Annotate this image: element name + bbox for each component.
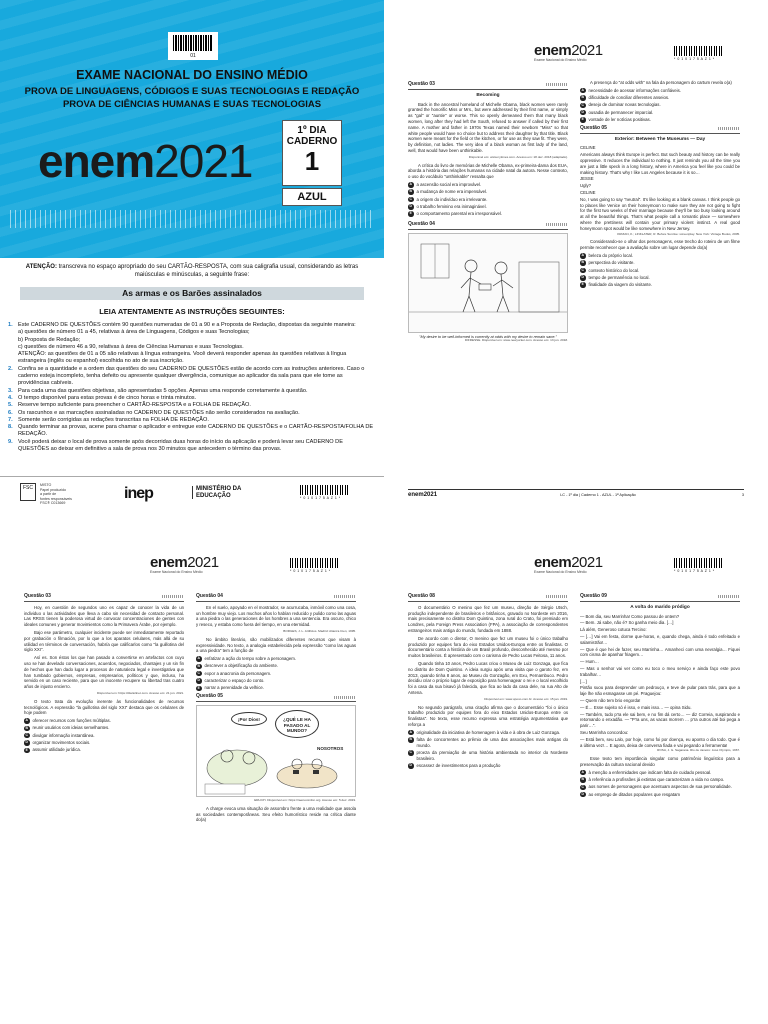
- option-letter-icon: B: [197, 663, 200, 668]
- option-letter-icon: C: [409, 750, 412, 755]
- fsc-text-line: fontes responsáveis: [40, 496, 72, 501]
- option-text: divulgar informação instantânea.: [32, 732, 95, 738]
- header-enem-logo: enem2021: [150, 554, 219, 571]
- answer-option: [408, 197, 568, 203]
- exam-subtitle-2: PROVA DE CIÊNCIAS HUMANAS E SUAS TECNOLOGIAS: [62, 99, 322, 110]
- answer-option: [196, 663, 356, 669]
- question-marker-icon: [546, 595, 568, 598]
- option-letter-icon: A: [581, 87, 584, 92]
- paragraph: De acordo com o diretor, O menino que fez um museu foi o único trabalho produzido por equipes fora do eixo Estados Unidos-Europa entre os finalistas. O documentário conta a história de um Brasil profundo, desconhecido até mesmo por muitos brasileiros. É apresentado com o carisma de Pedro Lucas Feitosa, 11 anos.: [408, 635, 568, 659]
- option-letter-icon: D: [197, 678, 200, 683]
- question-paragraphs: [24, 605, 184, 690]
- answer-option: [580, 777, 740, 783]
- cover-footer: [0, 476, 384, 512]
- option-text: beleza do próprio local.: [588, 252, 633, 258]
- option-text: o trabalho feminino era inimaginável.: [416, 203, 487, 209]
- header-enem-logo: enem2021: [534, 42, 603, 59]
- script-lines: [580, 145, 740, 231]
- question-prompt: O texto trata da evolução inerente às funcionalidades de recursos tecnológicos. A expressão "la guillotina del siglo XXI" destaca que os celulares de hoje podem: [24, 698, 184, 716]
- answer-option: [408, 189, 568, 195]
- options-list: [196, 656, 356, 691]
- instruction-number: [8, 344, 18, 351]
- instruction-number: 1.: [8, 322, 13, 328]
- option-text: oferecer recursos com funções múltiplas.: [32, 718, 111, 724]
- source-note: Disponível em: www.opovo.com.br. Acesso em: 15 jan. 2019.: [484, 696, 568, 701]
- instruction-text: Os rascunhos e as marcações assinaladas no CADERNO DE QUESTÕES não serão considerados na avaliação.: [18, 409, 300, 416]
- source-note: Disponível em: www.nytimes.com. Acesso em: 18 dez. 2018 (adaptado).: [468, 154, 568, 159]
- answer-option: [408, 204, 568, 210]
- option-letter-icon: A: [581, 253, 584, 258]
- option-text: tempo de permanência no local.: [588, 274, 650, 280]
- option-text: ousadia de permanecer imparcial.: [588, 109, 654, 115]
- instruction-item: [8, 402, 374, 409]
- option-letter-icon: A: [581, 769, 584, 774]
- option-text: ao emprego de ditados populares que resgatam: [588, 791, 680, 797]
- answer-option: [196, 671, 356, 677]
- answer-option: [580, 95, 740, 101]
- option-text: enfatizar a ação do tempo sobre a personagem.: [204, 656, 296, 662]
- option-letter-icon: E: [25, 747, 28, 752]
- instructions-heading: LEIA ATENTAMENTE AS INSTRUÇÕES SEGUINTES:: [99, 307, 285, 316]
- option-letter-icon: B: [25, 725, 28, 730]
- options-list: [24, 718, 184, 753]
- barcode-number: 01: [190, 53, 196, 59]
- instruction-number: 7.: [8, 416, 13, 423]
- fsc-text-line: Papel produzido: [40, 487, 66, 492]
- option-letter-icon: E: [409, 211, 412, 216]
- text-line: No, I was going to say "neutral". It's like looking at a blank canvas. I think people go to places like Venice on their honeymoon to make sure they are not going to fight for the first two weeks of their marriage because they'll be too busy looking around at all the beautiful things. That's what people call a romantic place — somewhere where the prettiness will contain your primary violent instinct. A real good honeymoon spot would be like somewhere in New Jersey.: [580, 196, 740, 231]
- instruction-text: Este CADERNO DE QUESTÕES contém 90 questões numeradas de 01 a 90 e a Proposta de Redação, dispostas da seguinte maneira:: [18, 322, 356, 328]
- text-line: JESSE: [580, 176, 594, 182]
- cover-page: [0, 0, 384, 512]
- instruction-item: [8, 329, 374, 336]
- option-text: descrever a objetificação do ambiente.: [204, 663, 279, 669]
- question-text: Back in the ancestral homeland of Michelle Obama, black women were rarely granted the honorific Miss or Mrs., but were addressed by their first name, or simply as "gal" or "auntie" or worse. This so openly demeaned them that many black women, long after they had left the South, refused to answer if called by their first name. A mother and father in 1970s Texas named their newborn "Miss" so that white people would have no choice but to address their daughter by that title. Black women were meant for the field or the kitchen, or for use as they saw fit. They were, by definition, not ladies. The very idea of a black woman as first lady of the land, well, that would have been unthinkable.: [408, 101, 568, 153]
- page-portuguese: [384, 512, 768, 1024]
- option-text: narrar a perenidade da velhice.: [204, 685, 264, 691]
- option-text: reunir usuários com ideias semelhantes.: [32, 725, 110, 731]
- exam-subtitle-1: PROVA DE LINGUAGENS, CÓDIGOS E SUAS TECNOLOGIAS E REDAÇÃO: [24, 86, 360, 97]
- answer-option: [24, 718, 184, 724]
- right-column: [196, 592, 356, 825]
- header-subtitle: Exame Nacional do Ensino Médio: [150, 570, 203, 574]
- option-letter-icon: C: [581, 784, 584, 789]
- option-letter-icon: B: [409, 737, 412, 742]
- option-letter-icon: B: [581, 777, 584, 782]
- option-letter-icon: A: [409, 729, 412, 734]
- option-text: falta de concorrentes ao prêmio de uma das associações mais antigas do mundo.: [416, 737, 568, 748]
- option-letter-icon: A: [25, 718, 28, 723]
- answer-option: [408, 737, 568, 749]
- answer-option: [580, 268, 740, 274]
- question-marker-icon: [334, 595, 356, 598]
- question-header: Questão 04: [196, 594, 356, 602]
- instruction-number: 2.: [8, 365, 13, 372]
- instruction-item: [8, 439, 374, 454]
- text-line: — Quem não tem brio engorda!: [580, 697, 641, 703]
- header-subtitle: Exame Nacional do Ensino Médio: [534, 570, 587, 574]
- answer-option: [580, 792, 740, 798]
- text-line: — […] Vai em festa, dorme que-horas, e, quando chega, ainda é todo enfeitado e salamistrão!…: [580, 633, 740, 645]
- option-letter-icon: D: [581, 109, 584, 114]
- question-header: Questão 04: [408, 222, 568, 230]
- instruction-text: Somente serão corrigidas as redações transcritas na FOLHA DE REDAÇÃO.: [18, 416, 209, 423]
- option-letter-icon: A: [197, 656, 200, 661]
- paragraph: Así es. Son éstos los que han pasado a convertirse en artefactos con cuyo uso se han develado conversaciones, acuerdos, negociados, chantajes y un sin fin de hechos que han dado lugar a procesos de naturaleza legal e investigativa que han tumbado gobiernos, empresas, empresarios, políticos y que, incluso, ha servido en un caso reciente, para que un inocente recupere su libertad tras cuatro años de injusto encierro.: [24, 655, 184, 690]
- text-line: Pintão suou para desprender um pedrouço, e teve de pular para trás, para que a laje lhe não esmagasse um pé. Praguejou:: [580, 685, 740, 697]
- option-letter-icon: B: [581, 95, 584, 100]
- paragraph: Hoy, en cuestión de segundos uno es capaz de conocer la vida de un individuo o las actividades que lleva a cabo sin necesidad de contacto personal. Las RRSS tienen la poderosa virtud de convocar concentraciones de gentes con ideales comunes y generar movimientos como la Primavera Árabe, por ejemplo.: [24, 604, 184, 628]
- question-prompt: No âmbito literário, são mobilizados diferentes recursos que visam à expressividade. No texto, a analogia estabelecida pela expressão "como las aguas a una piedra" tem a função de: [196, 636, 356, 654]
- option-letter-icon: E: [581, 117, 584, 122]
- answer-option: [408, 750, 568, 762]
- options-list: [580, 88, 740, 123]
- enem-logo: enem2021: [38, 135, 253, 187]
- option-letter-icon: E: [581, 282, 584, 287]
- question-header: Questão 05: [196, 694, 356, 702]
- answer-option: [196, 656, 356, 662]
- option-letter-icon: D: [409, 204, 412, 209]
- header-barcode-number: * 0 1 0 1 7 5 A Z 1 *: [674, 569, 715, 573]
- question-header: Questão 03: [408, 82, 568, 90]
- instruction-text: O tempo disponível para estas provas é de cinco horas e trinta minutos.: [18, 394, 197, 401]
- text-line: Lá além, Generoso cotuca Tercino:: [580, 627, 647, 633]
- text-line: CELINE: [580, 189, 596, 195]
- instruction-text: a) questões de número 01 a 45, relativas à área de Linguagens, Códigos e suas Tecnologias;: [18, 329, 250, 336]
- instruction-number: 6.: [8, 409, 13, 416]
- inep-logo: inep: [124, 485, 153, 502]
- speech-bubble-1: ¡Por Dios!: [231, 712, 267, 726]
- option-letter-icon: C: [409, 196, 412, 201]
- text-line: — Está bem, seu Lalo, por hoje, como foi por doença, eu aponto o dia todo. Que é a última vez!… E agora, deixa de conversa fiada e vai pegando a ferramenta!: [580, 736, 740, 748]
- option-letter-icon: D: [581, 791, 584, 796]
- fsc-logo: FSC: [20, 483, 36, 501]
- options-list: [408, 730, 568, 769]
- question-prompt: No segundo parágrafo, uma citação afirma que o documentário "foi o único trabalho produzido por equipes fora do eixo Estados Unidos-Europa entre os finalistas". No texto, esse recurso expressa uma estratégia argumentativa que reforça a: [408, 704, 568, 727]
- option-text: à menção a enfermidades que indicam falta de cuidado pessoal.: [588, 769, 712, 775]
- option-text: desejo de dominar novas tecnologias.: [588, 102, 661, 108]
- left-column: [408, 80, 568, 346]
- instruction-number: 4.: [8, 394, 13, 401]
- source-note: DIFRESSE. Disponível em: www.newyorker.com. Acesso em: 13 jun. 2018.: [464, 338, 568, 343]
- option-letter-icon: D: [409, 763, 412, 768]
- answer-option: [580, 102, 740, 108]
- footer-center-text: LC - 1º dia | Caderno 1 - AZUL - 1ª Aplicação: [560, 493, 636, 497]
- answer-option: [580, 117, 740, 123]
- instruction-text: Quando terminar as provas, acene para chamar o aplicador e entregue este CADERNO DE QUESTÕES e o CARTÃO-RESPOSTA/FOLHA DE REDAÇÃO.: [18, 424, 374, 438]
- instruction-number: 3.: [8, 387, 13, 394]
- option-text: necessidade de acessar informações confiáveis.: [588, 87, 681, 93]
- source-note: ERLICH. Disponível em: https://raerucoinfon.org. Acesso em: 5 dez. 2019.: [254, 797, 356, 802]
- question-prompt: A crítica do livro de memórias de Michelle Obama, ex-primeira-dama dos EUA, aborda a história das relações humanas na cidade natal da autora. Nesse contexto, o uso do vocábulo "unthinkable" ressalta que: [408, 162, 568, 180]
- answer-option: [24, 733, 184, 739]
- option-text: caracterizar o espaço do conto.: [204, 678, 265, 684]
- options-list: [408, 182, 568, 217]
- footer-logo: enem2021: [408, 492, 438, 498]
- option-letter-icon: D: [581, 275, 584, 279]
- right-column: [580, 592, 740, 799]
- option-text: organizar movimentos sociais.: [32, 740, 91, 746]
- charge-tag: NOSOTROS: [317, 745, 344, 751]
- answer-grid-strip: [10, 210, 374, 228]
- answer-option: [24, 740, 184, 746]
- question-prompt: A presença do "at odds with" na fala da personagem do cartum revela o(a): [590, 80, 732, 85]
- question-title: A volta do marido pródigo: [630, 604, 690, 610]
- option-letter-icon: C: [581, 267, 584, 272]
- instruction-number: 5.: [8, 402, 13, 409]
- text-line: — Também, tudo p'ra ele sai bem, e no fim dá certo… — diz Correia, suspirando e retomando o enxadão. — "P'ra uns, as vacas morrem … p'ra outros até boi pega a parir…".: [580, 711, 740, 729]
- fsc-text-line: FSC® C013669: [40, 501, 66, 506]
- answer-option: [408, 211, 568, 217]
- answer-option: [580, 275, 740, 281]
- question-paragraphs: [408, 605, 568, 696]
- phrase-to-copy: As armas e os Barões assinalados: [20, 287, 364, 300]
- ministry-logo: MINISTÉRIO DA EDUCAÇÃO: [192, 486, 241, 499]
- question-title: Becoming: [476, 92, 500, 98]
- question-marker-icon: [334, 696, 356, 699]
- text-line: CELINE: [580, 145, 596, 151]
- header-barcode: [674, 558, 724, 568]
- instruction-text: c) questões de número 46 a 90, relativas à área de Ciências Humanas e suas Tecnologias.: [18, 343, 244, 350]
- fsc-text: [40, 483, 72, 506]
- instruction-item: [8, 351, 374, 366]
- page-footer: [408, 489, 744, 499]
- page-spanish: [0, 512, 384, 1024]
- answer-option: [408, 182, 568, 188]
- instruction-number: 9.: [8, 438, 13, 445]
- instruction-text: Confira se a quantidade e a ordem das questões do seu CADERNO DE QUESTÕES estão de acordo com as instruções anteriores. Caso o caderno esteja incompleto, tenha defeito ou apresente qualquer divergência, comunique ao aplicador da sala para que ele tome as providências cabíveis.: [18, 365, 365, 387]
- instructions-list: [8, 322, 374, 453]
- header-barcode-number: * 0 1 0 1 7 5 A Z 1 *: [674, 57, 715, 61]
- instruction-number: [8, 337, 18, 344]
- header-enem-logo: enem2021: [534, 554, 603, 571]
- option-text: dificuldade de conciliar diferentes anseios.: [588, 95, 670, 101]
- option-text: finalidade da viagem do visitante.: [588, 282, 653, 288]
- barcode-bars: [173, 35, 213, 51]
- paragraph: Bajo ese parámetro, cualquier incidente puede ser inmediatamente reportado por grabación o filmación, por lo que a los aparatos celulares, más allá de su utilidad en términos de conversación, habría que calificarlos como "la guillotina del siglo XXI".: [24, 629, 184, 653]
- footer-barcode: [300, 485, 350, 495]
- answer-option: [408, 763, 568, 769]
- question-marker-icon: [718, 127, 740, 130]
- text-line: — Hum…: [580, 659, 599, 665]
- option-text: escassez de investimentos para a produção: [416, 763, 501, 769]
- text-line: — É… Esse sujeito só é isso, e mais isso… — opina Sidu.: [580, 704, 692, 710]
- source-note: Disponível em: https://diariolinet.com. Acesso em: 21 jun. 2021.: [96, 690, 184, 695]
- question-prompt: Considerando-se o olhar dos personagens, esse trecho do roteiro de um filme permite reconhecer que a avaliação sobre um lugar depende do(a): [580, 239, 740, 251]
- cartoon-image: [408, 233, 568, 333]
- question-marker-icon: [162, 595, 184, 598]
- header-barcode: [674, 46, 724, 56]
- cover-barcode: [168, 32, 218, 60]
- answer-option: [580, 784, 740, 790]
- instruction-text: Reserve tempo suficiente para preencher o CARTÃO-RESPOSTA e a FOLHA DE REDAÇÃO.: [18, 402, 251, 409]
- page-number: 3: [741, 493, 744, 497]
- answer-option: [24, 725, 184, 731]
- instruction-item: [8, 424, 374, 439]
- question-marker-icon: [718, 595, 740, 598]
- text-line: Americans always think Europe is perfect. But such beauty and history can be really oppressive. It reduces the individual to nothing. It just reminds you all the time you are just a little speck in a long history, where in America you feel like you could be making history. That's why I like Los Angeles because it is so…: [580, 152, 740, 175]
- answer-option: [24, 747, 184, 753]
- instruction-item: [8, 410, 374, 417]
- speech-bubble-2: ¿QUÉ LE HA PASADO AL MUNDO?: [275, 710, 319, 738]
- option-letter-icon: D: [25, 740, 28, 745]
- option-text: originalidade da iniciativa de homenagem à vida e à obra de Luiz Gonzaga.: [416, 729, 561, 735]
- question-marker-icon: [546, 83, 568, 86]
- option-letter-icon: B: [581, 260, 584, 265]
- option-letter-icon: E: [197, 685, 200, 690]
- question-text: En el suelo, apoyado en el mostrador, se acurrucaba, inmóvil como una cosa, un hombre muy viejo. Los muchos años lo habían reducido y pulido como las aguas a una piedra o las generaciones de los hombres a una sentencia. Era oscuro, chico y reseco, y estaba como fuera del tiempo, en una eternidad.: [196, 604, 356, 628]
- question-title: Exterior: Between The Museums — Day: [614, 136, 706, 142]
- header-barcode-number: * 0 1 0 1 7 5 A Z 1 *: [290, 569, 331, 573]
- option-letter-icon: C: [581, 102, 584, 107]
- text-line: — Bom dia, seu Marrinha! Como passou de ontem?: [580, 613, 680, 619]
- option-text: assumir utilidade jurídica.: [32, 747, 81, 753]
- story-lines: [580, 614, 740, 749]
- source-note: KRIZAN, K.; LINKLATER, R. Before Sunrise: screenplay. New York: Vintage Books, 2005.: [617, 231, 740, 236]
- instruction-number: 8.: [8, 424, 13, 431]
- option-text: a mudança de nome era impensável.: [416, 189, 488, 195]
- instruction-number: [8, 329, 18, 336]
- instruction-text: Você poderá deixar o local de prova somente após decorridas duas horas do início da aplicação e poderá levar seu CADERNO DE QUESTÕES ao deixar em definitivo a sala de prova nos 30 minutos que antecedem o término das provas.: [18, 438, 343, 453]
- option-letter-icon: A: [409, 182, 412, 187]
- answer-option: [580, 253, 740, 259]
- fsc-text-line: MISTO: [40, 483, 52, 487]
- booklet-number: 1: [304, 146, 320, 176]
- answer-option: [580, 110, 740, 116]
- charge-image: [196, 705, 356, 797]
- question-header: Questão 03: [24, 594, 184, 602]
- answer-option: [196, 685, 356, 691]
- cartoon-drawing: [409, 234, 568, 333]
- option-text: proeza da premiação de uma história ambientada no interior do Nordeste brasileiro.: [416, 750, 568, 761]
- footer-barcode-number: * 0 1 0 1 7 5 A Z 1 *: [300, 496, 341, 500]
- answer-option: [580, 282, 740, 288]
- answer-option: [580, 260, 740, 266]
- fsc-text-line: a partir de: [40, 492, 57, 497]
- text-line: — Mas o senhor vai ver como eu toco o meu serviço e ainda faço este povo trabalhar…: [580, 665, 740, 677]
- booklet-label: CADERNO: [286, 136, 338, 147]
- options-list: [580, 770, 740, 798]
- paragraph: O documentário O menino que fez um museu, direção de Sérgio Utsch, produção independente de brasileiros e britânicos, gravado no Nordeste em 2016, mais precisamente no distrito Dom Quintino, zona rural do Crato, foi premiado em Londres, pela Foreign Press Association (FPA), a associação de correspondentes estrangeiros mais antiga do mundo, fundada em 1888.: [408, 604, 568, 633]
- option-text: a ascensão social era improvável.: [416, 181, 482, 187]
- option-letter-icon: C: [25, 732, 28, 737]
- left-column: [408, 592, 568, 771]
- options-list: [580, 253, 740, 288]
- instruction-number: [8, 351, 18, 366]
- option-text: a origem do indivíduo era irrelevante.: [416, 196, 488, 202]
- option-text: expor a anacronia da personagem.: [204, 670, 272, 676]
- text-line: […]: [580, 678, 587, 684]
- instruction-item: [8, 366, 374, 388]
- paragraph: Quando tinha 10 anos, Pedro Lucas criou o Museu de Luiz Gonzaga, que fica no distrito de Dom Quintino. A ideia surgiu após uma visita que o garoto fez, em 2013, quando tinha 8 anos, ao Museu do Gonzagão, em Exu, Pernambuco. Pedro decidiu criar o próprio lugar de exposição para homenagear o rei e o local escolhido foi a casa da sua bisavó já falecida, que fica ao lado da casa dele, na rua Alto de Antena.: [408, 660, 568, 695]
- question-prompt: Esse texto tem importância singular como patrimônio linguístico para a preservação da cultura nacional devido: [580, 756, 740, 767]
- header-subtitle: Exame Nacional do Ensino Médio: [534, 58, 587, 62]
- question-prompt: A charge evoca uma situação de assombro frente a uma realidade que assola as sociedades contemporâneas. Seu efeito humorístico reside na crítica diante do(a): [196, 805, 356, 823]
- instruction-item: [8, 337, 374, 344]
- question-header: Questão 09: [580, 594, 740, 602]
- text-line: — Bem. Já sabe, não é? So ganha meio dia. […]: [580, 620, 674, 626]
- instruction-text: ATENÇÃO: as questões de 01 a 05 são relativas à língua estrangeira. Você deverá responder apenas às questões relativas à língua estrangeira (inglês ou espanhol) escolhida no ato de sua inscrição.: [18, 351, 347, 365]
- exam-title: EXAME NACIONAL DO ENSINO MÉDIO: [76, 68, 308, 82]
- booklet-color: AZUL: [282, 188, 342, 206]
- instruction-text: b) Proposta de Redação;: [18, 336, 81, 343]
- option-letter-icon: C: [197, 670, 200, 675]
- instruction-item: [8, 388, 374, 395]
- page-english: [384, 0, 768, 512]
- option-text: aos nomes de personagens que acentuam aspectos de sua personalidade.: [588, 784, 732, 790]
- answer-option: [580, 770, 740, 776]
- option-text: à referência a profissões já extintas que caracterizam a vida no campo.: [588, 777, 725, 783]
- option-text: vontade de ler notícias positivas.: [588, 116, 651, 122]
- source-note: BORGES, J. L. Artificios. Madrid: Alianza Cien, 1995.: [283, 628, 356, 633]
- answer-option: [196, 678, 356, 684]
- question-header: Questão 05: [580, 126, 740, 134]
- day-box: [282, 120, 342, 186]
- instruction-text: Para cada uma das questões objetivas, são apresentadas 5 opções. Apenas uma responde corretamente à questão.: [18, 387, 308, 394]
- option-text: contexto histórico do local.: [588, 267, 640, 273]
- option-text: perspectiva do visitante.: [588, 260, 635, 266]
- answer-option: [408, 730, 568, 736]
- right-column: [580, 80, 740, 289]
- left-column: [24, 592, 184, 755]
- option-letter-icon: B: [409, 189, 412, 194]
- answer-option: [580, 88, 740, 94]
- text-line: — Que é que hei de fazer, seu Marrinha… Amanheci com uma nevralgia… Fiquei com cisma de apanhar friagem…: [580, 646, 740, 658]
- option-text: o comportamento parental era irresponsável.: [416, 211, 503, 217]
- cartoon-caption: "My desire to be well-informed is currently at odds with my desire to remain sane.": [419, 334, 557, 339]
- day-label: 1º DIA: [297, 125, 327, 136]
- question-header: Questão 08: [408, 594, 568, 602]
- text-line: Ugly?: [580, 183, 591, 189]
- text-line: Seu Marrinha concordou:: [580, 729, 629, 735]
- header-barcode: [290, 558, 340, 568]
- attention-note: ATENÇÃO: transcreva no espaço apropriado do seu CARTÃO-RESPOSTA, com sua caligrafia usual, considerando as letras maiúsculas e minúsculas, a seguinte frase:: [25, 264, 359, 278]
- question-marker-icon: [546, 223, 568, 226]
- instruction-item: [8, 322, 374, 329]
- source-note: ROSA, J. G. Sagarana. Rio de Janeiro: José Olympio, 1967.: [657, 748, 740, 753]
